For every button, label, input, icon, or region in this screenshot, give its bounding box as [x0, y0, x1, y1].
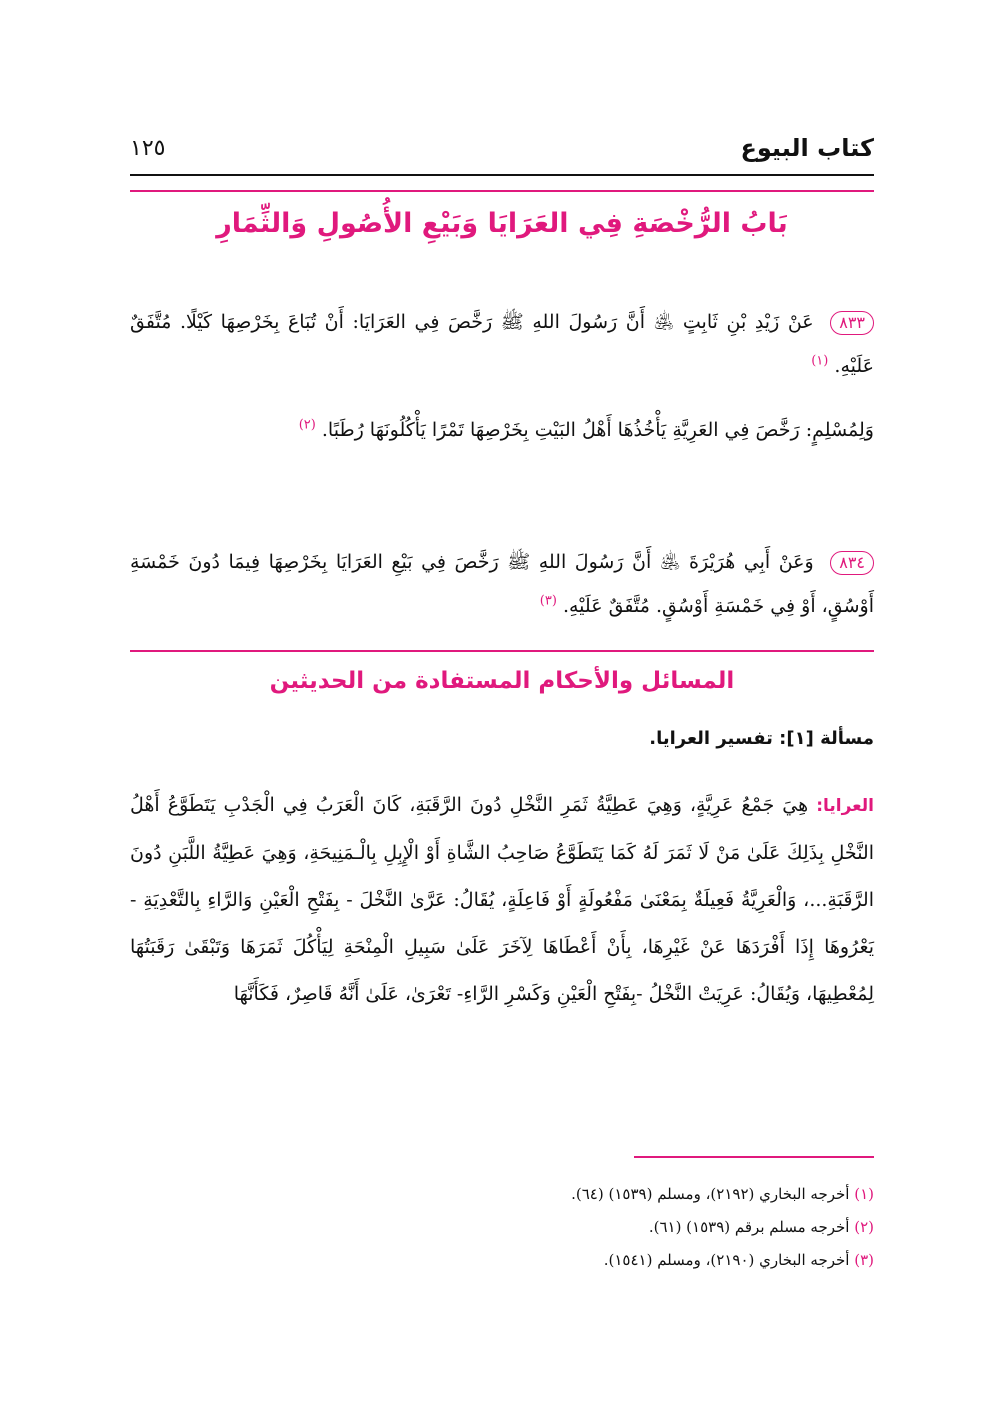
- definition-text: هِيَ جَمْعُ عَرِيَّةٍ، وَهِيَ عَطِيَّةُ ثَمَرِ النَّخْلِ دُونَ الرَّقَبَةِ، كَانَ الْعَرَبُ فِي الْجَدْبِ يَتَطَوَّعُ أَهْلُ النَّخْلِ بِذَلِكَ عَلَىٰ مَنْ لَا ثَمَرَ لَهُ كَمَا يَتَطَوَّعُ صَاحِبُ الشَّاةِ أَوْ الْإِبِلِ بِالْـمَنِيحَةِ، وَهِيَ عَطِيَّةُ اللَّبَنِ دُونَ الرَّقَبَةِ...، وَالْعَرِيَّةُ فَعِيلَةٌ بِمَعْنَىٰ مَفْعُولَةٍ أَوْ فَاعِلَةٍ، يُقَالُ: عَرَّىٰ النَّخْلَ - بِفَتْحِ الْعَيْنِ وَالرَّاءِ بِالتَّعْدِيَةِ - يَعْرُوهَا إِذَا أَفْرَدَهَا عَنْ غَيْرِهَا، بِأَنْ أَعْطَاهَا لِآخَرَ عَلَىٰ سَبِيلِ الْمِنْحَةِ لِيَأْكُلَ ثَمَرَهَا وَتَبْقَىٰ رَقَبَتُهَا لِمُعْطِيهَا، وَيُقَالُ: عَرِيَتْ النَّخْلُ -بِفَتْحِ الْعَيْنِ وَكَسْرِ الرَّاءِ- تَعْرَىٰ، عَلَىٰ أَنَّهُ قَاصِرٌ، فَكَأَنَّهَا: [130, 794, 874, 1005]
- chapter-title: بَابُ الرُّخْصَةِ فِي العَرَايَا وَبَيْعِ الأُصُولِ وَالثِّمَارِ: [216, 208, 788, 239]
- hadith-number: ٨٣٤: [830, 551, 874, 575]
- hadith-text: وَلِمُسْلِمٍ: رَخَّصَ فِي العَرِيَّةِ يَأْخُذُهَا أَهْلُ البَيْتِ بِخَرْصِهَا تَمْرًا يَأْكُلُونَهَا رُطَبًا.: [321, 419, 874, 441]
- definition-term: العرايا:: [816, 796, 874, 816]
- hadith-number: ٨٣٣: [830, 311, 874, 335]
- hadith-paragraph: [130, 408, 874, 452]
- footnote-text: أخرجه البخاري (٢١٩٢)، ومسلم (١٥٣٩) (٦٤).: [571, 1185, 850, 1203]
- footnote-text: أخرجه البخاري (٢١٩٠)، ومسلم (١٥٤١).: [603, 1251, 850, 1269]
- footnotes: [130, 1178, 874, 1277]
- footnote-ref: (٢): [298, 417, 316, 433]
- issue-title: مسألة [١]: تفسير العرايا.: [649, 728, 874, 749]
- footnote-item: [130, 1211, 874, 1244]
- footnote-number: (١): [854, 1185, 874, 1203]
- hadith-paragraph: [130, 540, 874, 628]
- hadith-paragraph: [130, 300, 874, 388]
- section-title: المسائل والأحكام المستفادة من الحديثين: [269, 668, 735, 694]
- hadith-text: وَعَنْ أَبِي هُرَيْرَةَ ﵁ أَنَّ رَسُولَ اللهِ ﷺ رَخَّصَ فِي بَيْعِ العَرَايَا بِخَرْصِهَا فِيمَا دُونَ خَمْسَةِ أَوْسُقٍ، أَوْ فِي خَمْسَةِ أَوْسُقٍ. مُتَّفَقٌ عَلَيْهِ.: [130, 551, 874, 617]
- section-rule: [130, 650, 874, 652]
- hadith-block-833: [130, 300, 874, 388]
- header-accent-rule: [130, 190, 874, 192]
- definition-paragraph: [130, 782, 874, 1018]
- header-rule: [130, 174, 874, 176]
- book-title: كتاب البيوع: [740, 134, 874, 162]
- footnote-number: (٢): [854, 1218, 874, 1236]
- footnote-ref: (١): [811, 353, 829, 369]
- hadith-text: عَنْ زَيْدِ بْنِ ثَابِتٍ ﵁ أَنَّ رَسُولَ اللهِ ﷺ رَخَّصَ فِي العَرَايَا: أَنْ تُبَاعَ بِخَرْصِهَا كَيْلًا. مُتَّفَقٌ عَلَيْهِ.: [130, 311, 874, 377]
- definition-block: [130, 782, 874, 1018]
- footnote-item: [130, 1244, 874, 1277]
- footnote-number: (٣): [854, 1251, 874, 1269]
- hadith-block-muslim: [130, 408, 874, 452]
- page-header: [130, 128, 874, 168]
- page-number: ١٢٥: [130, 135, 166, 161]
- footnote-text: أخرجه مسلم برقم (١٥٣٩) (٦١).: [648, 1218, 850, 1236]
- footnote-item: [130, 1178, 874, 1211]
- hadith-block-834: [130, 540, 874, 628]
- footnote-rule: [634, 1156, 874, 1158]
- footnote-ref: (٣): [539, 593, 557, 609]
